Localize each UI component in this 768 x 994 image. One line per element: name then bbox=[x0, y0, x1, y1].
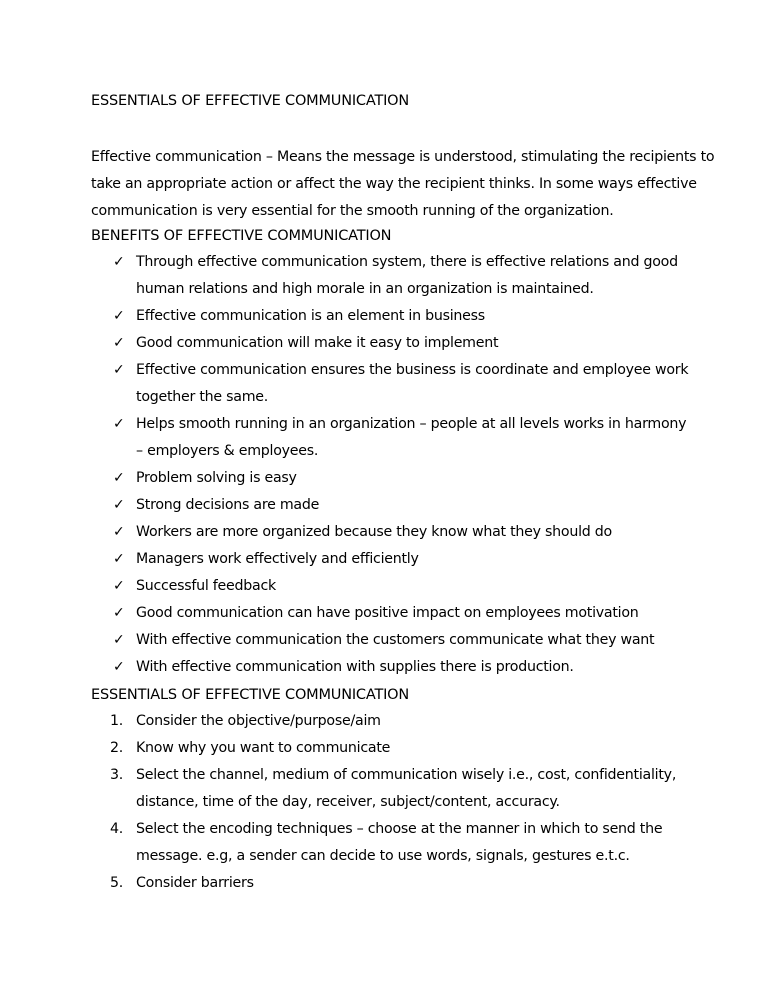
list-number: 2. bbox=[110, 740, 124, 756]
checkmark-icon: ✓ bbox=[113, 416, 125, 432]
benefits-list bbox=[0, 249, 688, 681]
benefit-item-text: Problem solving is easy bbox=[136, 470, 297, 486]
benefit-list-item bbox=[0, 546, 688, 573]
benefit-list-item bbox=[0, 573, 688, 600]
essential-item-text: Select the encoding techniques – choose at the manner in which to send the bbox=[136, 821, 663, 837]
benefit-item-text: Strong decisions are made bbox=[136, 497, 320, 513]
benefit-item-text: Good communication will make it easy to implement bbox=[136, 335, 499, 351]
benefit-item-text: together the same. bbox=[136, 389, 269, 405]
benefit-item-text: human relations and high morale in an organization is maintained. bbox=[136, 281, 594, 297]
benefits-heading: BENEFITS OF EFFECTIVE COMMUNICATION bbox=[91, 228, 392, 244]
benefit-item-text: Helps smooth running in an organization – people at all levels works in harmony bbox=[136, 416, 687, 432]
checkmark-icon: ✓ bbox=[113, 659, 125, 675]
benefit-item-text: Good communication can have positive impact on employees motivation bbox=[136, 605, 639, 621]
intro-line: communication is very essential for the smooth running of the organization. bbox=[91, 203, 614, 219]
benefit-item-text: – employers & employees. bbox=[136, 443, 319, 459]
essential-item-text: distance, time of the day, receiver, subject/content, accuracy. bbox=[136, 794, 560, 810]
benefit-item-text: Workers are more organized because they know what they should do bbox=[136, 524, 612, 540]
checkmark-icon: ✓ bbox=[113, 605, 125, 621]
intro-line: Effective communication – Means the message is understood, stimulating the recipients to bbox=[91, 149, 715, 165]
essential-item-text: Select the channel, medium of communication wisely i.e., cost, confidentiality, bbox=[136, 767, 677, 783]
benefit-item-text: With effective communication with supplies there is production. bbox=[136, 659, 574, 675]
essential-item-text: Know why you want to communicate bbox=[136, 740, 391, 756]
benefit-list-item bbox=[0, 411, 688, 465]
benefit-item-text: Through effective communication system, there is effective relations and good bbox=[136, 254, 678, 270]
benefit-list-item bbox=[0, 357, 688, 411]
benefit-list-item bbox=[0, 303, 688, 330]
intro-paragraph bbox=[91, 144, 715, 225]
list-number: 5. bbox=[110, 875, 124, 891]
intro-line: take an appropriate action or affect the way the recipient thinks. In some ways effective bbox=[91, 176, 697, 192]
benefit-list-item bbox=[0, 654, 688, 681]
document-title: ESSENTIALS OF EFFECTIVE COMMUNICATION bbox=[91, 93, 410, 109]
checkmark-icon: ✓ bbox=[113, 254, 125, 270]
benefit-item-text: Managers work effectively and efficiently bbox=[136, 551, 419, 567]
essentials-list bbox=[0, 708, 676, 897]
benefit-list-item bbox=[0, 600, 688, 627]
essential-list-item bbox=[0, 870, 676, 897]
list-number: 1. bbox=[110, 713, 124, 729]
checkmark-icon: ✓ bbox=[113, 524, 125, 540]
benefit-list-item bbox=[0, 519, 688, 546]
essential-list-item bbox=[0, 762, 676, 816]
benefit-list-item bbox=[0, 492, 688, 519]
benefit-item-text: With effective communication the customers communicate what they want bbox=[136, 632, 655, 648]
essential-item-text: message. e.g, a sender can decide to use words, signals, gestures e.t.c. bbox=[136, 848, 630, 864]
checkmark-icon: ✓ bbox=[113, 578, 125, 594]
list-number: 3. bbox=[110, 767, 124, 783]
essential-list-item bbox=[0, 735, 676, 762]
essential-list-item bbox=[0, 708, 676, 735]
checkmark-icon: ✓ bbox=[113, 362, 125, 378]
checkmark-icon: ✓ bbox=[113, 470, 125, 486]
benefit-list-item bbox=[0, 249, 688, 303]
essentials-heading: ESSENTIALS OF EFFECTIVE COMMUNICATION bbox=[91, 687, 410, 703]
benefit-list-item bbox=[0, 330, 688, 357]
essential-list-item bbox=[0, 816, 676, 870]
benefit-list-item bbox=[0, 465, 688, 492]
checkmark-icon: ✓ bbox=[113, 632, 125, 648]
checkmark-icon: ✓ bbox=[113, 551, 125, 567]
benefit-item-text: Effective communication ensures the business is coordinate and employee work bbox=[136, 362, 689, 378]
benefit-list-item bbox=[0, 627, 688, 654]
essential-item-text: Consider barriers bbox=[136, 875, 254, 891]
benefit-item-text: Effective communication is an element in business bbox=[136, 308, 485, 324]
checkmark-icon: ✓ bbox=[113, 497, 125, 513]
essential-item-text: Consider the objective/purpose/aim bbox=[136, 713, 381, 729]
checkmark-icon: ✓ bbox=[113, 308, 125, 324]
list-number: 4. bbox=[110, 821, 124, 837]
benefit-item-text: Successful feedback bbox=[136, 578, 276, 594]
checkmark-icon: ✓ bbox=[113, 335, 125, 351]
